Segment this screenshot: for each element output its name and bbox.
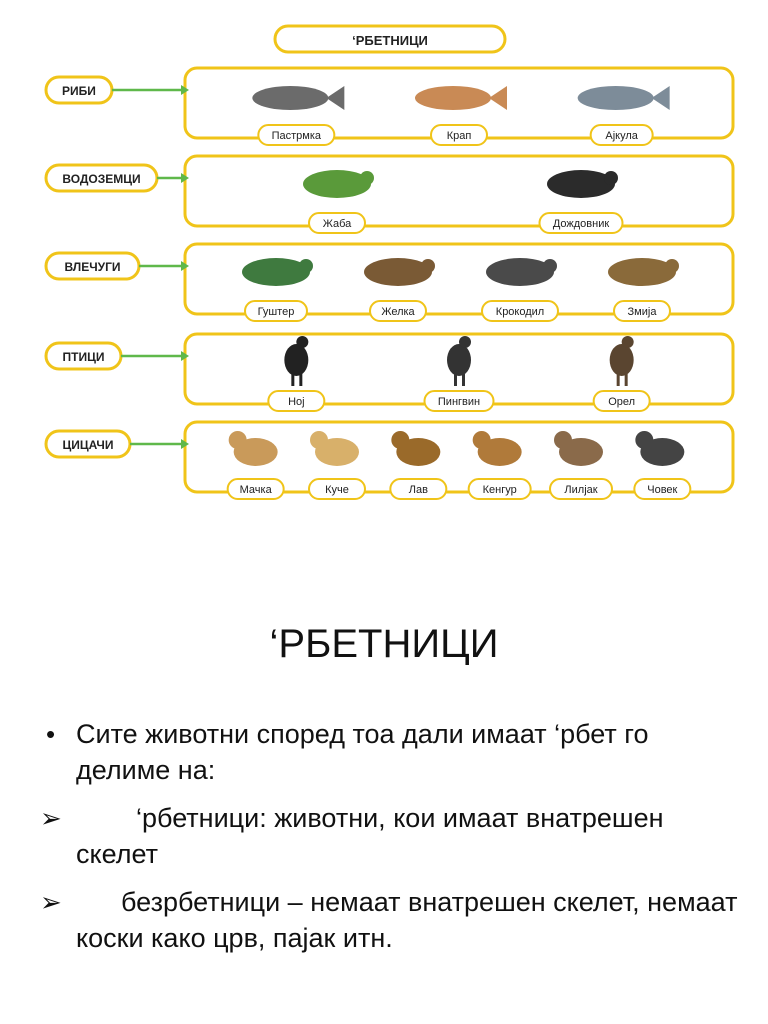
animal-item xyxy=(228,431,284,499)
bullet-indent xyxy=(76,803,136,833)
turtle-icon xyxy=(364,258,435,286)
group-frame xyxy=(185,156,733,226)
group-label: ВОДОЗЕМЦИ xyxy=(62,172,141,186)
animal-name: Човек xyxy=(647,484,678,496)
animal-name: Дождовник xyxy=(552,218,610,230)
animal-item xyxy=(550,431,612,499)
animal-name: Крап xyxy=(446,130,472,142)
frog-icon xyxy=(303,170,374,198)
animal-item xyxy=(242,258,313,321)
bullet-item xyxy=(40,716,740,788)
bullet-marker: • xyxy=(46,719,56,749)
group-label: ВЛЕЧУГИ xyxy=(64,260,121,274)
animal-item xyxy=(608,258,679,321)
human-icon xyxy=(635,431,684,466)
snake-icon xyxy=(608,258,679,286)
animal-item xyxy=(594,336,650,411)
animal-item xyxy=(415,86,507,145)
animal-name: Гуштер xyxy=(257,306,295,318)
animal-item xyxy=(303,170,374,233)
animal-name: Ајкула xyxy=(605,130,638,142)
dog-icon xyxy=(310,431,359,466)
animal-name: Ној xyxy=(288,396,305,408)
animal-name: Куче xyxy=(325,484,349,496)
animal-name: Пингвин xyxy=(437,396,481,408)
shark-icon xyxy=(578,86,670,110)
bullet-indent xyxy=(76,887,121,917)
lion-icon xyxy=(391,431,440,466)
animal-name: Кенгур xyxy=(482,484,517,496)
animal-name: Крокодил xyxy=(495,306,545,318)
salamander-icon xyxy=(547,170,618,198)
animal-name: Жаба xyxy=(322,218,352,230)
group-row xyxy=(46,156,733,233)
animal-item xyxy=(540,170,623,233)
animal-item xyxy=(252,86,344,145)
animal-name: Желка xyxy=(381,306,415,318)
bullet-item xyxy=(40,884,740,956)
group-row xyxy=(46,244,733,321)
animal-name: Лилјак xyxy=(564,484,598,496)
bullet-list xyxy=(40,716,740,968)
bullet-text: ‘рбетници: животни, кои имаат внатрешен скелет xyxy=(76,803,664,869)
penguin-icon xyxy=(447,336,471,386)
trout-icon xyxy=(252,86,344,110)
animal-item xyxy=(268,336,324,411)
group-row xyxy=(46,334,733,411)
animal-item xyxy=(425,336,494,411)
group-row xyxy=(46,68,733,145)
cat-icon xyxy=(229,431,278,466)
slide-title: ‘РБЕТНИЦИ xyxy=(269,622,499,666)
group-label: ЦИЦАЧИ xyxy=(62,438,114,452)
lizard-icon xyxy=(242,258,313,286)
animal-item xyxy=(390,431,446,499)
animal-name: Мачка xyxy=(239,484,272,496)
arrow-bullet-icon: ➢ xyxy=(40,887,62,917)
animal-name: Орел xyxy=(608,396,636,408)
animal-item xyxy=(482,258,558,321)
animal-item xyxy=(469,431,531,499)
bullet-item xyxy=(40,800,740,872)
group-row xyxy=(46,422,733,499)
animal-name: Пастрмка xyxy=(271,130,322,142)
kangaroo-icon xyxy=(473,431,522,466)
bat-icon xyxy=(554,431,603,466)
animal-item xyxy=(578,86,670,145)
diagram-title: ‘РБЕТНИЦИ xyxy=(352,33,428,48)
group-label: ПТИЦИ xyxy=(62,350,105,364)
animal-name: Змија xyxy=(627,306,657,318)
bullet-text: Сите животни според тоа дали имаат ‘рбет го делиме на: xyxy=(76,719,649,785)
animal-item xyxy=(634,431,690,499)
animal-item xyxy=(309,431,365,499)
bullet-text: безрбетници – немаат внатрешен скелет, немаат коски како црв, пајак итн. xyxy=(76,887,738,953)
arrow-bullet-icon: ➢ xyxy=(40,803,62,833)
animal-name: Лав xyxy=(408,484,428,496)
ostrich-icon xyxy=(284,336,308,386)
carp-icon xyxy=(415,86,507,110)
eagle-icon xyxy=(610,336,634,386)
vertebrates-diagram xyxy=(40,18,740,518)
crocodile-icon xyxy=(486,258,557,286)
animal-item xyxy=(364,258,435,321)
group-label: РИБИ xyxy=(62,84,96,98)
